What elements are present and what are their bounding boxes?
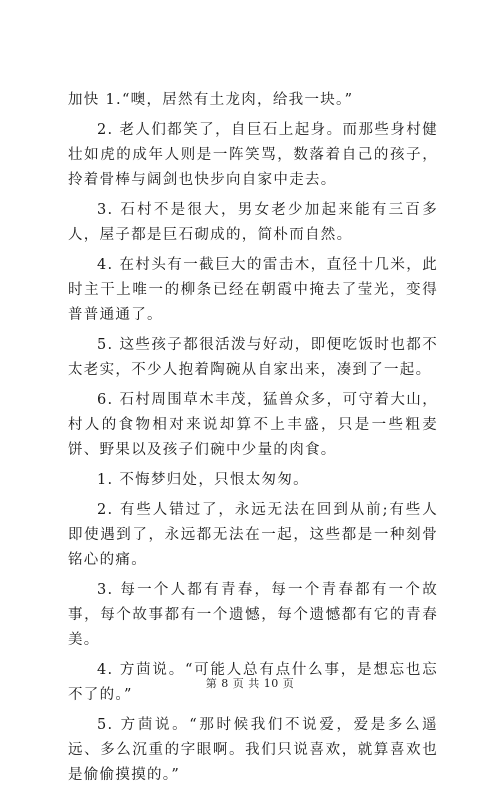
page-number-footer: 第 8 页 共 10 页 — [205, 677, 295, 690]
paragraph-item: 3. 每一个人都有青春，每一个青春都有一个故事，每个故事都有一个遗憾，每个遗憾都有它的青春美。 — [68, 582, 438, 648]
paragraph-item: 6. 石村周围草木丰茂，猛兽众多，可守着大山，村人的食物相对来说却算不上丰盛，只是一些粗麦饼、野果以及孩子们碗中少量的肉食。 — [68, 392, 438, 458]
paragraph-intro: 加快 1.“噢，居然有土龙肉，给我一块。” — [68, 92, 354, 108]
paragraph-item: 1. 不悔梦归处，只恨太匆匆。 — [97, 472, 309, 488]
paragraph-item: 5. 方茴说。“那时候我们不说爱，爱是多么遥远、多么沉重的字眼啊。我们只说喜欢，就算喜欢也是偷偷摸摸的。” — [68, 717, 438, 783]
paragraph-item: 2. 有些人错过了，永远无法在回到从前;有些人即使遇到了，永远都无法在一起，这些都是一种刻骨铭心的痛。 — [68, 502, 438, 568]
paragraph-item: 5. 这些孩子都很活泼与好动，即便吃饭时也都不太老实，不少人抱着陶碗从自家出来，凑到了一起。 — [68, 337, 438, 378]
paragraph-item: 4. 方茴说。“可能人总有点什么事，是想忘也忘不了的。” — [68, 662, 438, 703]
paragraph-item: 2. 老人们都笑了，自巨石上起身。而那些身村健壮如虎的成年人则是一阵笑骂，数落着自己的孩子，拎着骨棒与阔剑也快步向自家中走去。 — [68, 122, 438, 188]
paragraph-item: 3. 石村不是很大，男女老少加起来能有三百多人，屋子都是巨石砌成的，简朴而自然。 — [68, 202, 438, 243]
paragraph-item: 4. 在村头有一截巨大的雷击木，直径十几米，此时主干上唯一的柳条已经在朝霞中掩去了莹光，变得普普通通了。 — [68, 257, 438, 323]
